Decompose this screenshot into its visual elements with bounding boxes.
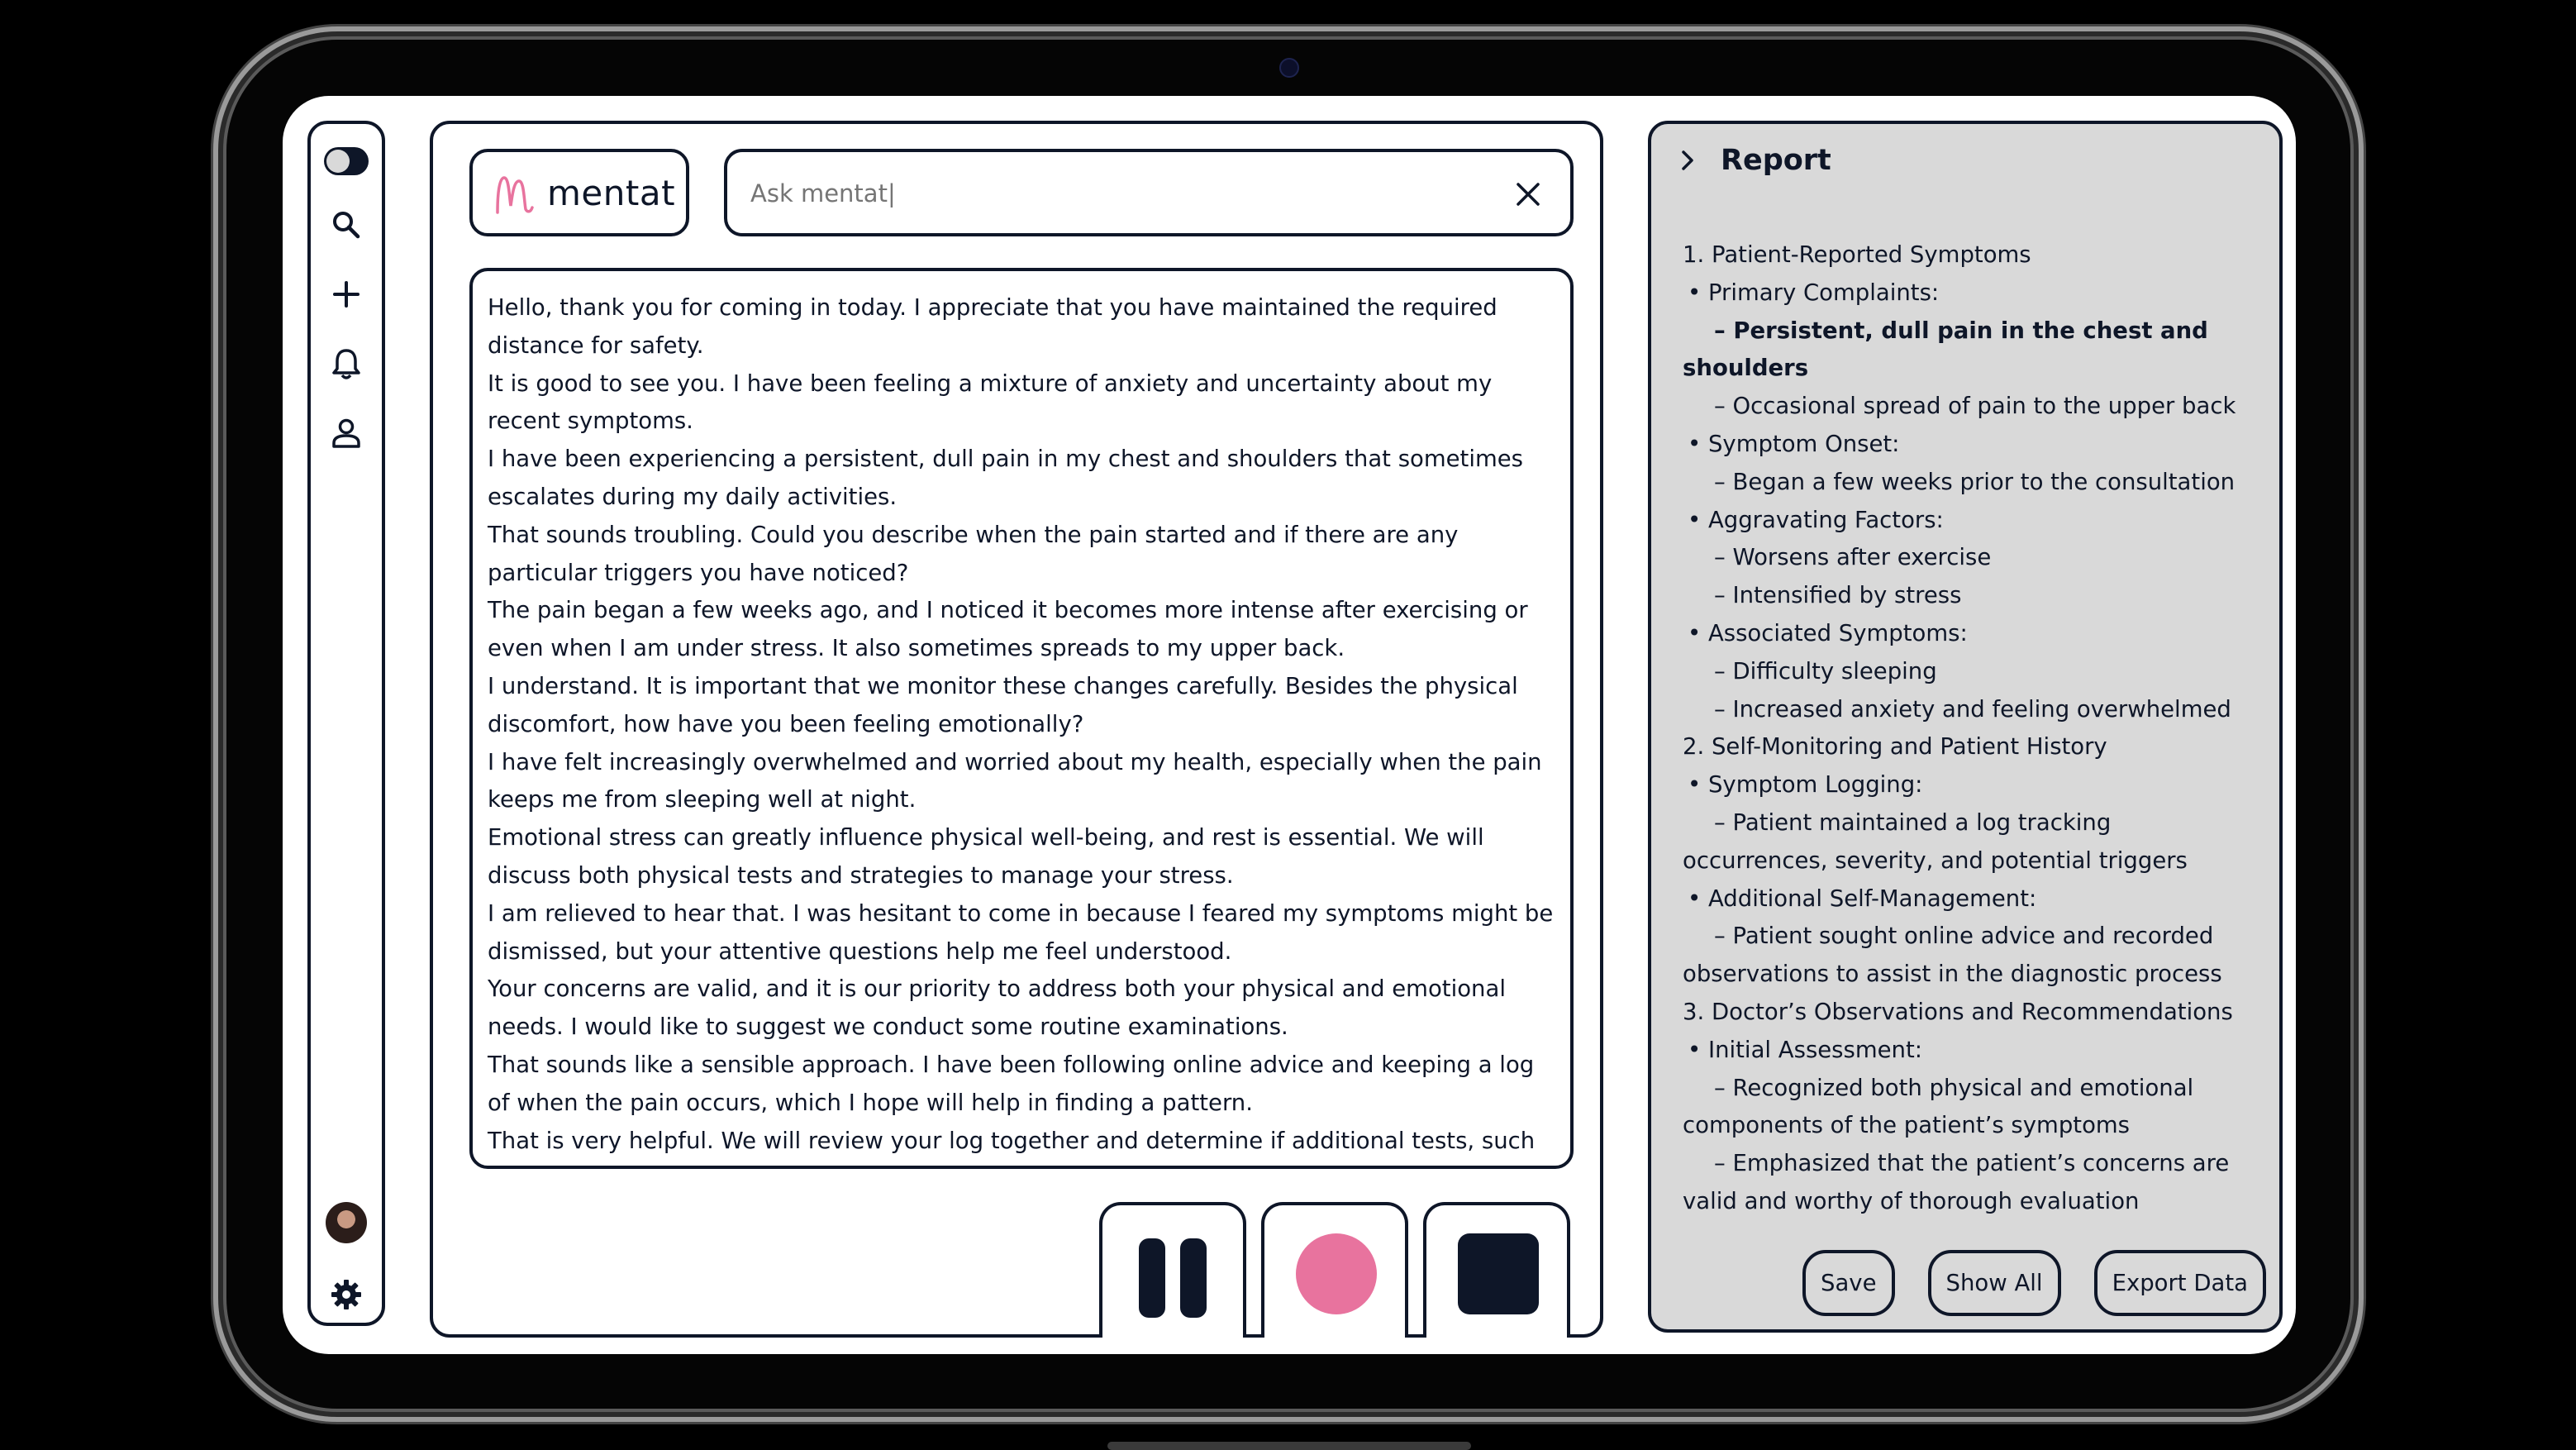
report-line: 1. Patient-Reported Symptoms — [1683, 241, 2031, 268]
transcript-line: I have been experiencing a persistent, dull pain in my chest and shoulders that sometimes escalates during my daily activities. — [488, 446, 1524, 510]
transcript-line: That sounds troubling. Could you describe when the pain started and if there are any particular triggers you have noticed? — [488, 521, 1459, 586]
report-line: • Associated Symptoms: — [1688, 619, 1968, 646]
close-icon[interactable] — [1509, 175, 1547, 213]
transcript-area[interactable] — [469, 268, 1574, 1169]
chevron-right-icon[interactable] — [1679, 149, 1696, 172]
search-bar[interactable] — [724, 149, 1574, 236]
conversation-panel — [430, 121, 1603, 1338]
report-line: 2. Self-Monitoring and Patient History — [1683, 733, 2107, 761]
report-title: Report — [1721, 144, 1831, 177]
gear-icon[interactable] — [323, 1271, 369, 1318]
pause-icon — [1139, 1238, 1165, 1318]
transcript-line: I am relieved to hear that. I was hesitant to come in because I feared my symptoms might be dismissed, but your attentive questions help me feel understood. — [488, 899, 1554, 965]
transcript-line: That sounds like a sensible approach. I have been following online advice and keeping a log of when the pain occurs, which I hope will help in finding a pattern. — [488, 1051, 1535, 1116]
report-line: – Patient sought online advice and recorded observations to assist in the diagnostic process — [1683, 923, 2222, 988]
report-content — [1683, 236, 2261, 1221]
transcript-line: The pain began a few weeks ago, and I noticed it becomes more intense after exercising or even when I am under stress. It also sometimes spreads to my upper back. — [488, 597, 1528, 662]
report-highlight-line: – Persistent, dull pain in the chest and shoulders — [1683, 317, 2208, 382]
report-line: – Occasional spread of pain to the upper back — [1714, 393, 2236, 420]
report-line: – Intensified by stress — [1714, 582, 1962, 609]
report-line: • Symptom Onset: — [1688, 430, 1900, 457]
camera-icon — [1279, 58, 1299, 78]
report-line: – Recognized both physical and emotional components of the patient’s symptoms — [1683, 1074, 2194, 1139]
transcript-line: It is good to see you. I have been feeling a mixture of anxiety and uncertainty about my recent symptoms. — [488, 370, 1493, 435]
app-screen — [283, 96, 2296, 1354]
report-line: • Symptom Logging: — [1688, 771, 1923, 799]
transcript-line: That is very helpful. We will review your log together and determine if additional tests, such — [488, 1127, 1536, 1154]
report-line: – Difficulty sleeping — [1714, 657, 1937, 684]
home-indicator — [1107, 1442, 1471, 1450]
save-button[interactable]: Save — [1802, 1250, 1895, 1316]
logo[interactable] — [469, 149, 689, 236]
recording-controls — [1099, 1202, 1570, 1338]
sidebar — [307, 121, 385, 1326]
bell-icon[interactable] — [323, 341, 369, 387]
report-line: • Initial Assessment: — [1688, 1036, 1923, 1063]
report-line: – Worsens after exercise — [1714, 544, 1992, 571]
plus-icon[interactable] — [323, 271, 369, 317]
logo-text: mentat — [547, 172, 676, 213]
mentat-logo-icon — [493, 169, 536, 216]
report-line: • Primary Complaints: — [1688, 279, 1940, 306]
stop-button[interactable] — [1423, 1202, 1570, 1338]
report-panel — [1648, 121, 2283, 1333]
transcript-line: I have felt increasingly overwhelmed and worried about my health, especially when the pain keeps me from sleeping well at night. — [488, 748, 1542, 813]
search-input[interactable] — [749, 172, 1479, 215]
toggle-knob — [326, 150, 350, 173]
stop-icon — [1458, 1233, 1539, 1314]
transcript-line: I understand. It is important that we monitor these changes carefully. Besides the physical discomfort, how have you been feeling emotionally? — [488, 672, 1518, 737]
pause-button[interactable] — [1099, 1202, 1246, 1338]
report-line: • Aggravating Factors: — [1688, 506, 1944, 533]
transcript-line: Hello, thank you for coming in today. I appreciate that you have maintained the required distance for safety. — [488, 294, 1498, 359]
avatar[interactable] — [326, 1202, 367, 1243]
transcript-line: Emotional stress can greatly influence physical well-being, and rest is essential. We will discuss both physical tests and strategies to manage your stress. — [488, 824, 1484, 889]
pause-icon-bar — [1180, 1238, 1207, 1318]
report-line: 3. Doctor’s Observations and Recommendations — [1683, 998, 2233, 1025]
transcript-line: Your concerns are valid, and it is our priority to address both your physical and emotional needs. I would like to suggest we conduct some routine examinations. — [488, 975, 1506, 1041]
report-actions — [1802, 1250, 2266, 1316]
export-data-button[interactable]: Export Data — [2094, 1250, 2266, 1316]
record-icon — [1296, 1233, 1377, 1314]
show-all-button[interactable]: Show All — [1928, 1250, 2061, 1316]
record-button[interactable] — [1261, 1202, 1408, 1338]
report-line: • Additional Self-Management: — [1688, 885, 2037, 912]
report-line: – Patient maintained a log tracking occurrences, severity, and potential triggers — [1683, 808, 2188, 874]
report-line: – Increased anxiety and feeling overwhelmed — [1714, 695, 2231, 723]
user-icon[interactable] — [323, 410, 369, 456]
report-line: – Emphasized that the patient’s concerns are valid and worthy of thorough evaluation — [1683, 1150, 2230, 1214]
report-header[interactable] — [1679, 144, 1831, 177]
theme-toggle[interactable] — [324, 147, 369, 175]
report-line: – Began a few weeks prior to the consultation — [1714, 468, 2236, 495]
search-icon[interactable] — [323, 202, 369, 248]
